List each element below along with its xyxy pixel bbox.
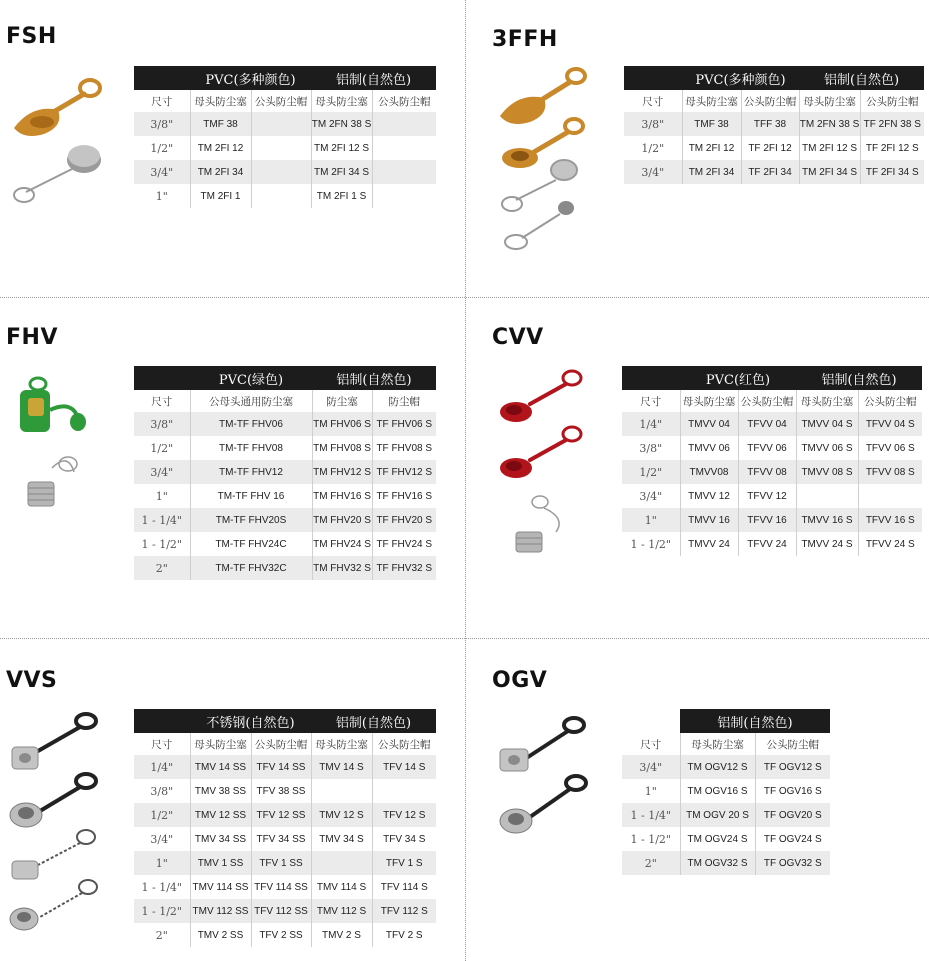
part-number-cell: TM 2FN 38 S <box>799 112 860 136</box>
table-row <box>134 184 436 208</box>
cvv-col-pvc-female-plug: 母头防尘塞 <box>680 390 738 412</box>
part-number-cell: TMV 14 SS <box>190 755 251 779</box>
part-number-cell: TMV 38 SS <box>190 779 251 803</box>
part-number-cell: TM OGV24 S <box>680 827 755 851</box>
part-number-cell: TM 2FI 12 S <box>799 136 860 160</box>
fhv-col-cap: 防尘帽 <box>372 390 436 412</box>
fsh-col-pvc-female-plug: 母头防尘塞 <box>190 90 251 112</box>
table-row <box>134 755 436 779</box>
part-number-cell: TFV 114 SS <box>251 875 311 899</box>
part-number-cell: TF FHV32 S <box>372 556 436 580</box>
table-row <box>622 436 922 460</box>
part-number-cell: TMV 14 S <box>311 755 372 779</box>
table-row <box>134 508 436 532</box>
fsh-col-al-female-plug: 母头防尘塞 <box>311 90 372 112</box>
vvs-col-ss-female-plug: 母头防尘塞 <box>190 733 251 755</box>
3ffh-panel <box>466 0 929 297</box>
size-cell: 3/4" <box>134 460 190 484</box>
size-cell: 1" <box>134 484 190 508</box>
part-number-cell: TMV 12 SS <box>190 803 251 827</box>
size-cell: 1/2" <box>134 803 190 827</box>
part-number-cell: TFVV 04 <box>738 412 796 436</box>
part-number-cell: TFVV 06 S <box>858 436 922 460</box>
part-number-cell: TMVV08 <box>680 460 738 484</box>
part-number-cell <box>251 184 311 208</box>
part-number-cell: TF 2FI 34 S <box>860 160 924 184</box>
part-number-cell: TFVV 08 S <box>858 460 922 484</box>
part-number-cell: TFVV 04 S <box>858 412 922 436</box>
part-number-cell: TMVV 08 S <box>796 460 858 484</box>
cvv-col-size: 尺寸 <box>622 390 680 412</box>
fsh-title: FSH <box>6 24 57 49</box>
size-cell: 1" <box>134 184 190 208</box>
table-row <box>134 779 436 803</box>
part-number-cell <box>372 184 436 208</box>
table-row <box>622 755 830 779</box>
table-row <box>134 160 436 184</box>
cvv-dust-cap-illustration <box>496 368 596 568</box>
cvv-panel <box>466 298 929 638</box>
size-cell: 3/4" <box>134 827 190 851</box>
ogv-col-male-cap: 公头防尘帽 <box>755 733 830 755</box>
part-number-cell: TF FHV20 S <box>372 508 436 532</box>
fhv-group-pvc: PVC(绿色) <box>190 366 312 390</box>
fhv-col-universal-plug: 公母头通用防尘塞 <box>190 390 312 412</box>
cvv-size-header-spacer <box>622 366 680 390</box>
fsh-col-al-male-cap: 公头防尘帽 <box>372 90 436 112</box>
3ffh-dust-cap-illustration <box>494 62 594 262</box>
part-number-cell <box>372 160 436 184</box>
part-number-cell: TM 2FI 1 S <box>311 184 372 208</box>
3ffh-col-pvc-male-cap: 公头防尘帽 <box>741 90 799 112</box>
part-number-cell <box>251 112 311 136</box>
part-number-cell: TF OGV16 S <box>755 779 830 803</box>
fsh-group-pvc: PVC(多种颜色) <box>190 66 311 90</box>
3ffh-col-pvc-female-plug: 母头防尘塞 <box>682 90 741 112</box>
part-number-cell: TM FHV24 S <box>312 532 372 556</box>
size-cell: 1" <box>134 851 190 875</box>
table-row <box>134 484 436 508</box>
table-row <box>134 532 436 556</box>
part-number-cell: TMV 2 S <box>311 923 372 947</box>
part-number-cell: TM-TF FHV06 <box>190 412 312 436</box>
size-cell: 3/8" <box>624 112 682 136</box>
part-number-cell: TFVV 24 <box>738 532 796 556</box>
size-cell: 1/4" <box>134 755 190 779</box>
part-number-cell: TF FHV08 S <box>372 436 436 460</box>
part-number-cell: TM 2FI 34 <box>682 160 741 184</box>
part-number-cell: TMV 34 SS <box>190 827 251 851</box>
table-row <box>134 556 436 580</box>
vvs-size-header-spacer <box>134 709 190 733</box>
part-number-cell: TFV 14 SS <box>251 755 311 779</box>
part-number-cell: TM 2FI 34 S <box>311 160 372 184</box>
part-number-cell <box>311 851 372 875</box>
part-number-cell: TM OGV32 S <box>680 851 755 875</box>
3ffh-group-aluminum: 铝制(自然色) <box>799 66 924 90</box>
size-cell: 3/4" <box>134 160 190 184</box>
3ffh-col-al-female-plug: 母头防尘塞 <box>799 90 860 112</box>
cvv-col-al-male-cap: 公头防尘帽 <box>858 390 922 412</box>
part-number-cell: TM-TF FHV32C <box>190 556 312 580</box>
part-number-cell: TF OGV24 S <box>755 827 830 851</box>
part-number-cell: TF 2FI 12 <box>741 136 799 160</box>
size-cell: 3/8" <box>134 412 190 436</box>
part-number-cell: TMVV 04 S <box>796 412 858 436</box>
fsh-col-size: 尺寸 <box>134 90 190 112</box>
part-number-cell: TFV 2 SS <box>251 923 311 947</box>
size-cell: 1/2" <box>134 136 190 160</box>
table-row <box>624 112 924 136</box>
part-number-cell: TF 2FN 38 S <box>860 112 924 136</box>
table-row <box>134 460 436 484</box>
part-number-cell: TM-TF FHV 16 <box>190 484 312 508</box>
size-cell: 1" <box>622 508 680 532</box>
part-number-cell: TF FHV16 S <box>372 484 436 508</box>
3ffh-col-al-male-cap: 公头防尘帽 <box>860 90 924 112</box>
size-cell: 3/8" <box>134 112 190 136</box>
table-row <box>622 779 830 803</box>
size-cell: 1 - 1/2" <box>134 899 190 923</box>
part-number-cell: TF OGV12 S <box>755 755 830 779</box>
part-number-cell: TFF 38 <box>741 112 799 136</box>
fsh-panel <box>0 0 465 297</box>
cvv-group-pvc: PVC(红色) <box>680 366 796 390</box>
part-number-cell: TMVV 16 <box>680 508 738 532</box>
table-row <box>622 412 922 436</box>
size-cell: 1/2" <box>134 436 190 460</box>
size-cell: 1 - 1/4" <box>134 508 190 532</box>
part-number-cell: TM FHV12 S <box>312 460 372 484</box>
part-number-cell: TM 2FI 12 <box>190 136 251 160</box>
part-number-cell: TM-TF FHV24C <box>190 532 312 556</box>
part-number-cell: TMV 12 S <box>311 803 372 827</box>
size-cell: 1" <box>622 779 680 803</box>
part-number-cell: TF OGV32 S <box>755 851 830 875</box>
vvs-col-size: 尺寸 <box>134 733 190 755</box>
part-number-cell: TF FHV12 S <box>372 460 436 484</box>
part-number-cell: TFV 12 S <box>372 803 436 827</box>
ogv-col-female-plug: 母头防尘塞 <box>680 733 755 755</box>
size-cell: 3/4" <box>622 484 680 508</box>
fsh-dust-cap-illustration <box>4 68 124 218</box>
size-cell: 2" <box>134 556 190 580</box>
3ffh-group-pvc: PVC(多种颜色) <box>682 66 799 90</box>
table-row <box>624 136 924 160</box>
size-cell: 1 - 1/2" <box>622 827 680 851</box>
vvs-col-al-female-plug: 母头防尘塞 <box>311 733 372 755</box>
fhv-panel <box>0 298 465 638</box>
vvs-spec-table <box>134 709 436 947</box>
part-number-cell: TMVV 16 S <box>796 508 858 532</box>
part-number-cell: TMV 114 S <box>311 875 372 899</box>
ogv-col-size: 尺寸 <box>622 733 680 755</box>
vvs-dust-cap-illustration <box>0 709 110 949</box>
size-cell: 3/8" <box>622 436 680 460</box>
ogv-panel <box>466 639 929 961</box>
part-number-cell: TM FHV06 S <box>312 412 372 436</box>
part-number-cell: TMV 34 S <box>311 827 372 851</box>
part-number-cell: TM 2FN 38 S <box>311 112 372 136</box>
part-number-cell: TF 2FI 34 <box>741 160 799 184</box>
size-cell: 1 - 1/4" <box>134 875 190 899</box>
part-number-cell: TFVV 16 S <box>858 508 922 532</box>
fhv-title: FHV <box>6 325 58 350</box>
part-number-cell: TMF 38 <box>190 112 251 136</box>
part-number-cell: TFV 1 SS <box>251 851 311 875</box>
part-number-cell: TM-TF FHV20S <box>190 508 312 532</box>
vvs-col-ss-male-cap: 公头防尘帽 <box>251 733 311 755</box>
table-row <box>134 136 436 160</box>
part-number-cell: TFV 34 SS <box>251 827 311 851</box>
part-number-cell <box>251 136 311 160</box>
part-number-cell: TFV 14 S <box>372 755 436 779</box>
table-row <box>622 484 922 508</box>
part-number-cell <box>796 484 858 508</box>
table-row <box>622 460 922 484</box>
fhv-size-header-spacer <box>134 366 190 390</box>
part-number-cell <box>372 112 436 136</box>
part-number-cell: TM FHV08 S <box>312 436 372 460</box>
part-number-cell <box>251 160 311 184</box>
part-number-cell <box>311 779 372 803</box>
part-number-cell: TF OGV20 S <box>755 803 830 827</box>
part-number-cell: TFV 112 SS <box>251 899 311 923</box>
table-row <box>134 112 436 136</box>
part-number-cell: TM FHV16 S <box>312 484 372 508</box>
part-number-cell: TM OGV12 S <box>680 755 755 779</box>
part-number-cell: TM 2FI 12 S <box>311 136 372 160</box>
ogv-dust-cap-illustration <box>494 713 594 853</box>
table-row <box>622 508 922 532</box>
part-number-cell: TM FHV32 S <box>312 556 372 580</box>
part-number-cell: TMVV 06 S <box>796 436 858 460</box>
size-cell: 2" <box>134 923 190 947</box>
table-row <box>134 827 436 851</box>
part-number-cell: TF 2FI 12 S <box>860 136 924 160</box>
fhv-col-plug: 防尘塞 <box>312 390 372 412</box>
size-cell: 1 - 1/2" <box>134 532 190 556</box>
part-number-cell: TM OGV 20 S <box>680 803 755 827</box>
part-number-cell: TMVV 04 <box>680 412 738 436</box>
3ffh-spec-table <box>624 66 924 184</box>
size-cell: 3/8" <box>134 779 190 803</box>
size-cell: 1 - 1/2" <box>622 532 680 556</box>
table-row <box>622 827 830 851</box>
table-row <box>134 436 436 460</box>
part-number-cell: TFVV 12 <box>738 484 796 508</box>
ogv-spec-table <box>622 709 830 875</box>
3ffh-col-size: 尺寸 <box>624 90 682 112</box>
vvs-title: VVS <box>6 668 58 693</box>
cvv-group-aluminum: 铝制(自然色) <box>796 366 922 390</box>
part-number-cell: TMVV 06 <box>680 436 738 460</box>
table-row <box>134 923 436 947</box>
part-number-cell <box>372 136 436 160</box>
part-number-cell: TMV 112 SS <box>190 899 251 923</box>
size-cell: 3/4" <box>624 160 682 184</box>
part-number-cell: TMVV 24 <box>680 532 738 556</box>
part-number-cell: TMF 38 <box>682 112 741 136</box>
part-number-cell <box>372 779 436 803</box>
fhv-group-aluminum: 铝制(自然色) <box>312 366 436 390</box>
part-number-cell: TMVV 12 <box>680 484 738 508</box>
part-number-cell: TM-TF FHV08 <box>190 436 312 460</box>
part-number-cell: TFVV 08 <box>738 460 796 484</box>
part-number-cell: TM 2FI 34 <box>190 160 251 184</box>
part-number-cell: TFV 38 SS <box>251 779 311 803</box>
part-number-cell: TM 2FI 1 <box>190 184 251 208</box>
part-number-cell: TMV 2 SS <box>190 923 251 947</box>
part-number-cell: TF FHV24 S <box>372 532 436 556</box>
part-number-cell: TMV 1 SS <box>190 851 251 875</box>
ogv-group-aluminum: 铝制(自然色) <box>680 709 830 733</box>
table-row <box>622 532 922 556</box>
part-number-cell: TFV 2 S <box>372 923 436 947</box>
part-number-cell: TFV 34 S <box>372 827 436 851</box>
size-cell: 1/4" <box>622 412 680 436</box>
3ffh-size-header-spacer <box>624 66 682 90</box>
part-number-cell: TFV 112 S <box>372 899 436 923</box>
part-number-cell: TFV 1 S <box>372 851 436 875</box>
part-number-cell: TF FHV06 S <box>372 412 436 436</box>
ogv-size-header-spacer <box>622 709 680 733</box>
size-cell: 1/2" <box>624 136 682 160</box>
size-cell: 1/2" <box>622 460 680 484</box>
part-number-cell <box>858 484 922 508</box>
table-row <box>134 851 436 875</box>
part-number-cell: TM FHV20 S <box>312 508 372 532</box>
fsh-group-aluminum: 铝制(自然色) <box>311 66 436 90</box>
part-number-cell: TFVV 24 S <box>858 532 922 556</box>
fhv-col-size: 尺寸 <box>134 390 190 412</box>
table-row <box>134 803 436 827</box>
cvv-title: CVV <box>492 325 544 350</box>
part-number-cell: TM 2FI 34 S <box>799 160 860 184</box>
fhv-spec-table <box>134 366 436 580</box>
part-number-cell: TMV 114 SS <box>190 875 251 899</box>
ogv-title: OGV <box>492 668 548 693</box>
vvs-col-al-male-cap: 公头防尘帽 <box>372 733 436 755</box>
part-number-cell: TM-TF FHV12 <box>190 460 312 484</box>
part-number-cell: TFV 12 SS <box>251 803 311 827</box>
cvv-col-pvc-male-cap: 公头防尘帽 <box>738 390 796 412</box>
fhv-dust-cap-illustration <box>12 376 112 526</box>
cvv-spec-table <box>622 366 922 556</box>
part-number-cell: TFV 114 S <box>372 875 436 899</box>
part-number-cell: TMVV 24 S <box>796 532 858 556</box>
fsh-size-header-spacer <box>134 66 190 90</box>
table-row <box>134 899 436 923</box>
vvs-group-aluminum: 铝制(自然色) <box>311 709 436 733</box>
fsh-col-pvc-male-cap: 公头防尘帽 <box>251 90 311 112</box>
fsh-spec-table <box>134 66 436 208</box>
part-number-cell: TM OGV16 S <box>680 779 755 803</box>
part-number-cell: TFVV 16 <box>738 508 796 532</box>
vvs-group-stainless: 不锈钢(自然色) <box>190 709 311 733</box>
part-number-cell: TFVV 06 <box>738 436 796 460</box>
size-cell: 1 - 1/4" <box>622 803 680 827</box>
cvv-col-al-female-plug: 母头防尘塞 <box>796 390 858 412</box>
3ffh-title: 3FFH <box>492 27 558 52</box>
size-cell: 2" <box>622 851 680 875</box>
table-row <box>622 851 830 875</box>
table-row <box>134 875 436 899</box>
part-number-cell: TMV 112 S <box>311 899 372 923</box>
table-row <box>624 160 924 184</box>
table-row <box>622 803 830 827</box>
size-cell: 3/4" <box>622 755 680 779</box>
vvs-panel <box>0 639 465 961</box>
part-number-cell: TM 2FI 12 <box>682 136 741 160</box>
table-row <box>134 412 436 436</box>
